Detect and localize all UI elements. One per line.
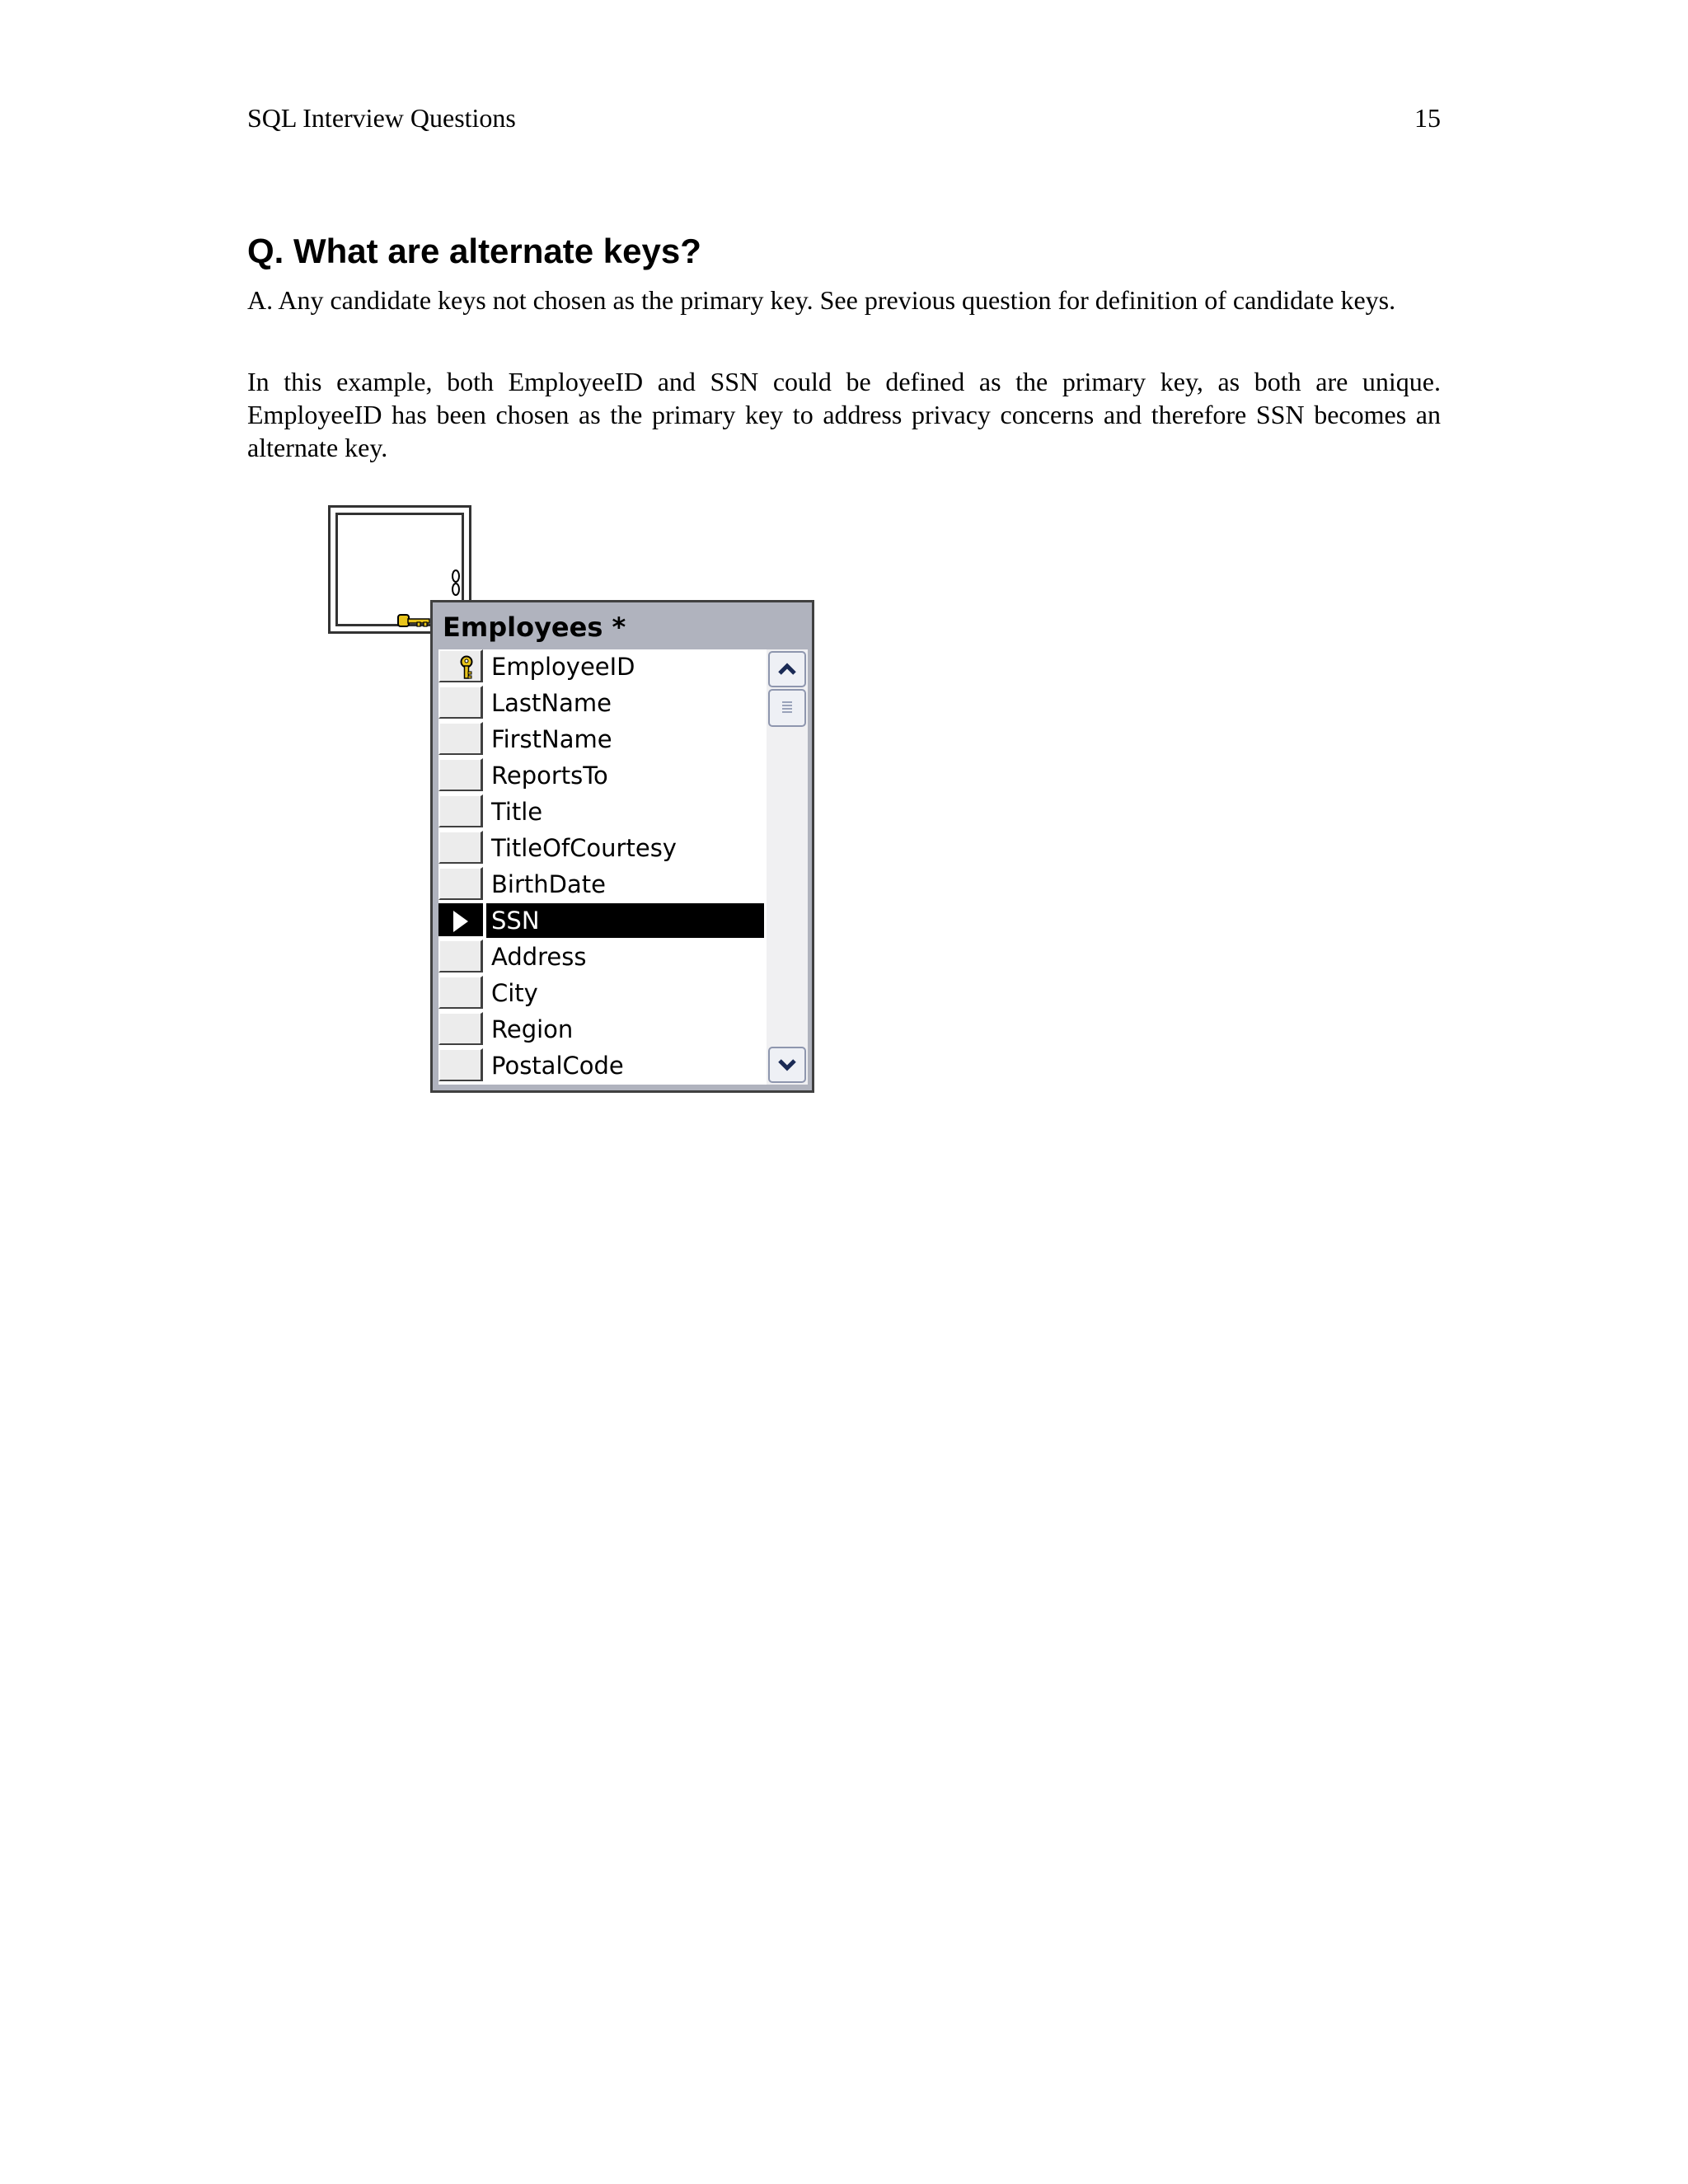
field-row[interactable] [438,1048,764,1083]
field-name: TitleOfCourtesy [491,834,677,862]
chevron-up-icon [776,659,798,679]
header-title: SQL Interview Questions [247,103,516,133]
row-selector[interactable] [438,940,483,972]
table-title[interactable]: Employees * [443,612,626,643]
employees-table[interactable] [430,600,814,1093]
question-heading: Q. What are alternate keys? [247,232,701,270]
field-row[interactable] [438,722,764,757]
field-row[interactable] [438,940,764,974]
field-rows [438,649,764,1085]
row-selector[interactable] [438,976,483,1009]
scroll-down-button[interactable] [768,1047,806,1083]
field-list[interactable] [438,649,808,1085]
field-row[interactable] [438,831,764,865]
row-selector[interactable] [438,722,483,755]
field-row[interactable] [438,903,764,938]
table-diagram [321,503,832,1104]
field-name: PostalCode [491,1052,624,1080]
row-selector[interactable] [438,831,483,864]
row-selector[interactable] [438,758,483,791]
field-row[interactable] [438,867,764,902]
row-selector[interactable] [438,903,483,936]
field-name: EmployeeID [491,653,635,681]
field-name: City [491,979,538,1007]
page-number: 15 [1414,103,1441,133]
field-name: ReportsTo [491,762,608,790]
scroll-thumb[interactable] [768,689,806,727]
field-name: Title [491,798,543,826]
key-icon [457,655,476,680]
chevron-down-icon [776,1055,798,1075]
field-row[interactable] [438,758,764,793]
field-name: Address [491,943,587,971]
field-row[interactable] [438,976,764,1010]
row-selector[interactable] [438,794,483,827]
running-header [247,97,1441,138]
field-name: Region [491,1015,574,1043]
field-row[interactable] [438,649,764,684]
field-name: LastName [491,689,612,717]
row-selector[interactable] [438,867,483,900]
grip-icon [776,697,798,719]
example-paragraph: In this example, both EmployeeID and SSN could be defined as the primary key, as both are unique. EmployeeID has been chosen as the primary key to address privacy concerns and therefore SSN becomes an alternate key. [247,367,1441,462]
answer-paragraph: A. Any candidate keys not chosen as the primary key. See previous question for definition of candidate keys. [247,285,1396,315]
row-selector[interactable] [438,1048,483,1081]
relationship-key-icon [397,612,434,629]
row-selector[interactable] [438,1012,483,1045]
field-row[interactable] [438,1012,764,1047]
field-row[interactable] [438,686,764,720]
row-pointer-icon [453,911,468,932]
row-selector[interactable] [438,686,483,719]
infinity-icon [452,569,460,598]
row-selector[interactable] [438,649,483,682]
field-name: BirthDate [491,870,606,898]
field-name: SSN [486,903,764,938]
field-name: FirstName [491,725,612,753]
vertical-scrollbar[interactable] [767,649,808,1085]
scroll-up-button[interactable] [768,651,806,687]
field-row[interactable] [438,794,764,829]
